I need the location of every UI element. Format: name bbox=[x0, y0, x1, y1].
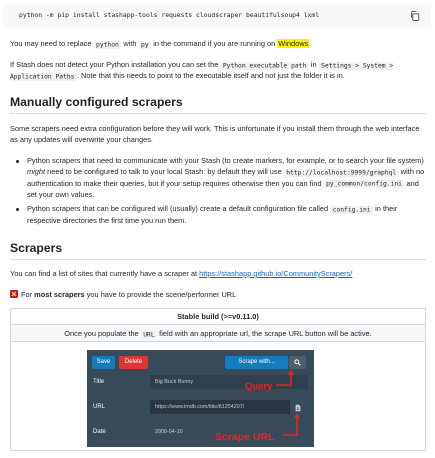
query-annotation: Query bbox=[245, 381, 273, 392]
scrape-url-annotation: Scrape URL bbox=[215, 431, 275, 443]
config-bullet-list bbox=[10, 155, 426, 226]
heading-manual-scrapers: Manually configured scrapers bbox=[10, 95, 426, 114]
title-field[interactable]: Big Buck Bunny bbox=[150, 375, 308, 389]
windows-note: You may need to replace python with py in the command if you are running on Windows. bbox=[10, 39, 312, 48]
scrape-with-button[interactable]: Scrape with... bbox=[225, 356, 288, 369]
list-item: Python scrapers that need to communicate with your Stash (to create markers, for example, or to search your file system) might need to be configured to talk to your local Stash: by default they will use http://localhost:9999/graphql with no authentication to make their queries, but if your setup requires otherwise then you can find py_common/config.ini and set your own values. bbox=[10, 155, 426, 200]
table-row: Once you populate the URL field with an appropriate url, the scrape URL button will be active. bbox=[11, 325, 425, 342]
save-button[interactable]: Save bbox=[92, 356, 115, 369]
install-command: python -m pip install stashapp-tools requests cloudscraper beautifulsoup4 lxml bbox=[19, 11, 320, 19]
build-table bbox=[10, 308, 426, 451]
manual-config-paragraph: Some scrapers need extra configuration before they will work. This is unfortunate if you install them through the web interface as any updates will overwrite your changes. bbox=[10, 124, 420, 145]
inline-code: URL bbox=[141, 331, 157, 339]
title-label: Title bbox=[93, 379, 105, 385]
inline-code: Python executable path bbox=[220, 62, 308, 70]
url-label: URL bbox=[93, 404, 106, 410]
copy-icon[interactable] bbox=[409, 10, 421, 22]
delete-button[interactable]: Delete bbox=[119, 356, 148, 369]
arrow-icon bbox=[281, 410, 305, 440]
date-label: Date bbox=[93, 429, 106, 435]
scene-edit-screenshot bbox=[87, 350, 314, 447]
scraper-list-paragraph: You can find a list of sites that currently have a scraper at https://stashapp.github.io/CommunityScrapers/ bbox=[10, 269, 353, 278]
cross-mark-icon bbox=[10, 290, 18, 298]
url-field[interactable]: https://www.imdb.com/title/tt1254207/ bbox=[150, 400, 290, 414]
inline-code: py_common/config.ini bbox=[324, 180, 405, 188]
code-block bbox=[3, 4, 431, 28]
query-button[interactable] bbox=[289, 356, 306, 369]
list-item: Python scrapers that can be configured will (usually) create a default configuration file called config.ini in their respective directories the first time you run them. bbox=[10, 203, 426, 226]
scene-url-note: For most scrapers you have to provide the scene/performer URL bbox=[10, 289, 428, 300]
table-row bbox=[11, 342, 425, 450]
highlighted-text: Windows bbox=[278, 39, 309, 48]
heading-scrapers: Scrapers bbox=[10, 241, 426, 260]
scrape-url-icon[interactable] bbox=[294, 404, 302, 412]
inline-code: http://localhost:9999/graphql bbox=[284, 169, 399, 177]
inline-code: py bbox=[139, 41, 152, 49]
community-scrapers-link[interactable]: https://stashapp.github.io/CommunityScrapers/ bbox=[199, 269, 353, 278]
inline-code: python bbox=[94, 41, 122, 49]
table-header: Stable build (>=v0.11.0) bbox=[11, 309, 425, 325]
search-icon bbox=[294, 359, 301, 366]
inline-code: Settings > System > Application Paths bbox=[10, 62, 394, 81]
date-field[interactable]: 2008-04-10 bbox=[155, 429, 183, 435]
python-path-note: If Stash does not detect your Python installation you can set the Python executable path in Settings > System > Application Paths . Note that this needs to point to the executable itself and not just the folder it is in. bbox=[10, 60, 394, 81]
inline-code: config.ini bbox=[330, 206, 373, 214]
